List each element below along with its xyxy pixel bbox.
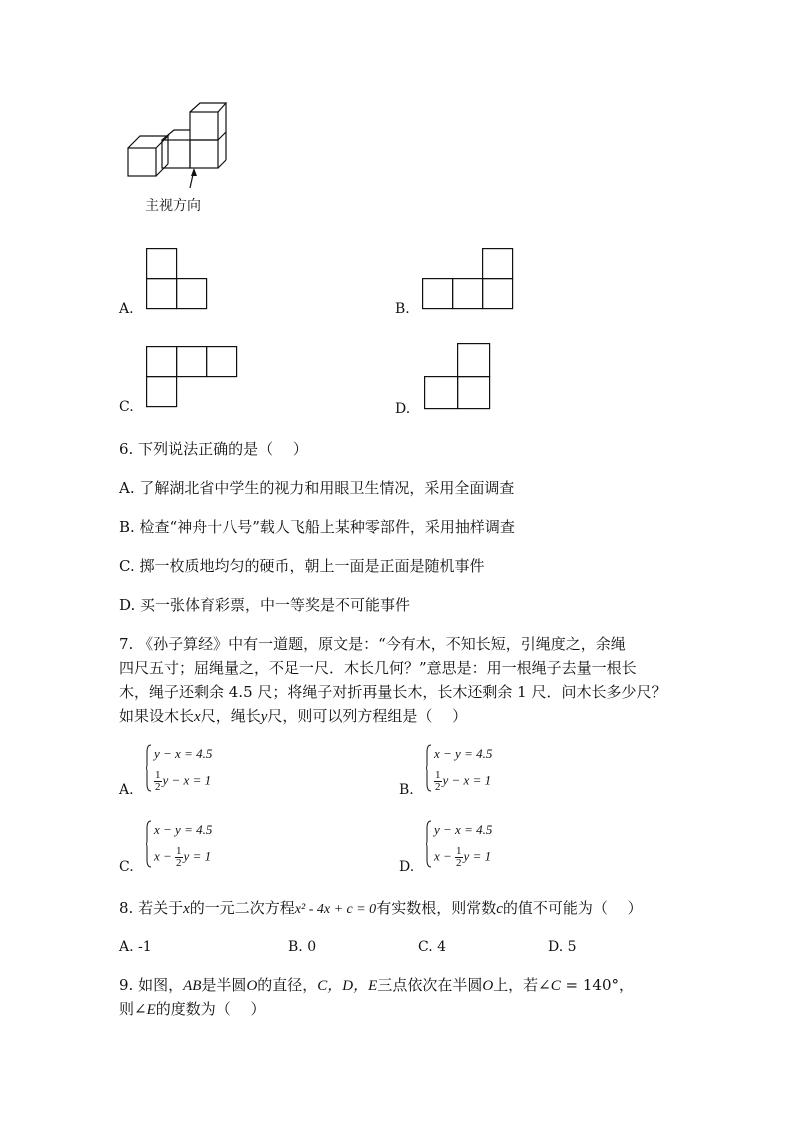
frac-den: 2 (456, 857, 462, 869)
q7-c-eq1: x − y = 4.5 (154, 822, 213, 837)
q8-pre: 8. 若关于 (119, 899, 184, 917)
fraction-half (154, 770, 162, 793)
q8-option-a: A. -1 (119, 939, 152, 955)
fraction-half (175, 846, 183, 869)
q7-line-4-a: 如果设木长 (119, 707, 195, 725)
q5-option-d-label: D. (395, 401, 411, 417)
q7-var-x: x (194, 709, 201, 725)
q7-d-eq2 (434, 846, 491, 869)
q9-o2: O (482, 978, 494, 994)
q6-stem: 6. 下列说法正确的是（ ） (119, 440, 308, 458)
q9-l1-d: 三点依次在半圆 (377, 976, 483, 994)
q7-option-b-system (426, 744, 546, 800)
q7-d-eq2-tail: y = 1 (463, 848, 492, 864)
q8-var-x: x (183, 901, 190, 917)
q5-option-d-view (424, 343, 492, 411)
frac-num: 1 (155, 769, 161, 781)
q9-l1-f: = 140°， (560, 976, 635, 994)
q5-option-c-label: C. (119, 399, 134, 415)
direction-label: 主视方向 (145, 198, 201, 214)
frac-den: 2 (155, 781, 161, 793)
q7-b-eq2-tail: y − x = 1 (442, 772, 492, 788)
q9-cde: C，D，E (317, 978, 378, 994)
q7-option-c-label: C. (119, 859, 134, 875)
cube-arrangement-figure (120, 98, 240, 188)
q7-option-d-system (426, 820, 546, 876)
q8-option-c: C. 4 (418, 939, 447, 955)
q7-d-eq1: y − x = 4.5 (434, 822, 493, 837)
frac-den: 2 (176, 857, 182, 869)
q8-var-c: c (496, 901, 503, 917)
q8-option-d: D. 5 (548, 939, 577, 955)
q5-option-c-view (146, 346, 240, 410)
q7-d-eq2-head: x − (434, 848, 456, 864)
q7-option-b-label: B. (399, 782, 414, 798)
q7-c-eq2-tail: y = 1 (183, 848, 212, 864)
q7-var-y: y (260, 709, 268, 725)
q9-o1: O (246, 978, 258, 994)
q7-option-a-label: A. (119, 782, 134, 798)
q9-line-2 (119, 999, 266, 1020)
q7-line-4-c: 尺，则可以列方程组是（ ） (267, 707, 468, 725)
frac-num: 1 (456, 845, 462, 857)
q7-line-3: 木，绳子还剩余 4.5 尺；将绳子对折再量长木，长木还剩余 1 尺．问木长多少尺？ (119, 683, 667, 701)
q5-option-b-label: B. (395, 301, 410, 317)
q9-l1-a: 9. 如图， (119, 976, 184, 994)
q6-option-b: B. 检查“神舟十八号”载人飞船上某种零部件，采用抽样调查 (119, 518, 515, 536)
q6-option-d: D. 买一张体育彩票，中一等奖是不可能事件 (119, 596, 411, 614)
q8-option-b: B. 0 (288, 939, 317, 955)
q7-option-c-system (146, 820, 266, 876)
q8-mid2: 有实数根，则常数 (376, 899, 497, 917)
q9-l2-b: 的度数为（ ） (155, 1000, 266, 1018)
q6-option-a: A. 了解湖北省中学生的视力和用眼卫生情况，采用全面调查 (119, 479, 515, 497)
q9-line-1 (119, 975, 634, 996)
q7-b-eq2 (434, 770, 491, 793)
q7-line-2: 四尺五寸；屈绳量之，不足一尺．木长几何？”意思是：用一根绳子去量一根长 (119, 659, 637, 677)
q5-option-a-view (146, 248, 210, 312)
q5-option-b-view (422, 248, 516, 312)
q9-c: C (550, 978, 561, 994)
fraction-half (455, 846, 463, 869)
frac-num: 1 (176, 845, 182, 857)
frac-num: 1 (435, 769, 441, 781)
q7-c-eq2 (154, 846, 211, 869)
q6-option-c: C. 掷一枚质地均匀的硬币，朝上一面是正面是随机事件 (119, 557, 485, 575)
fraction-half (434, 770, 442, 793)
q7-a-eq2 (154, 770, 211, 793)
q7-option-d-label: D. (399, 859, 415, 875)
q9-l1-c: 的直径， (257, 976, 318, 994)
frac-den: 2 (435, 781, 441, 793)
q8-post: 的值不可能为（ ） (502, 899, 643, 917)
q9-l1-e: 上，若∠ (493, 976, 551, 994)
q7-c-eq2-head: x − (154, 848, 176, 864)
q7-line-4 (119, 706, 467, 727)
q7-a-eq2-tail: y − x = 1 (162, 772, 212, 788)
q7-a-eq1: y − x = 4.5 (154, 746, 213, 761)
q5-option-a-label: A. (119, 301, 134, 317)
q9-l1-b: 是半圆 (201, 976, 247, 994)
q7-line-1: 7. 《孙子算经》中有一道题，原文是：“今有木，不知长短，引绳度之，余绳 (119, 635, 626, 653)
q8-mid1: 的一元二次方程 (189, 899, 295, 917)
q8-stem (119, 898, 643, 920)
q7-b-eq1: x − y = 4.5 (434, 746, 493, 761)
q7-line-4-b: 尺，绳长 (200, 707, 261, 725)
q9-e: E (146, 1002, 156, 1018)
q8-equation: x² - 4x + c = 0 (294, 902, 377, 917)
q9-l2-a: 则∠ (119, 1000, 147, 1018)
q9-ab: AB (183, 978, 202, 994)
q7-option-a-system (146, 744, 266, 800)
